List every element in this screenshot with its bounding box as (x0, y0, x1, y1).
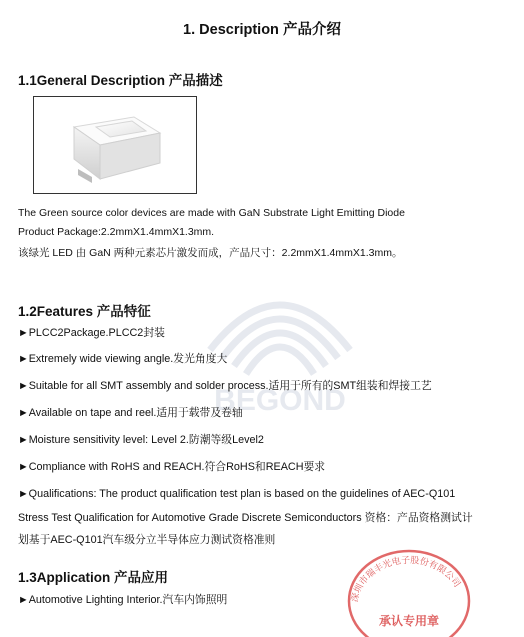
led-package-illustration (34, 97, 196, 193)
features-heading: 1.2Features 产品特征 (18, 304, 151, 319)
feature-item: ►Moisture sensitivity level: Level 2.防潮等级Level2 (18, 434, 264, 446)
qualification-line-2: Stress Test Qualification for Automotive Grade Discrete Semiconductors 资格：产品资格测试计 (18, 512, 473, 524)
description-line-3: 该绿光 LED 由 GaN 两种元素芯片激发而成，产品尺寸：2.2mmX1.4mmX1.3mm。 (18, 247, 403, 259)
feature-item: ►Extremely wide viewing angle.发光角度大 (18, 353, 228, 365)
description-line-1: The Green source color devices are made with GaN Substrate Light Emitting Diode (18, 207, 405, 219)
bullet-icon: ► (18, 434, 29, 446)
qualification-line-3: 划基于AEC-Q101汽车级分立半导体应力测试资格准则 (18, 534, 276, 546)
watermark-logo (190, 250, 370, 420)
feature-item: ►Compliance with RoHS and REACH.符合RoHS和REACH要求 (18, 461, 326, 473)
bullet-icon: ► (18, 327, 29, 339)
description-line-2: Product Package:2.2mmX1.4mmX1.3mm. (18, 226, 215, 238)
qualification-line-1: ►Qualifications: The product qualification test plan is based on the guidelines of AEC-Q101 (18, 488, 456, 500)
approval-seal-stamp (345, 545, 473, 637)
bullet-icon: ► (18, 594, 29, 606)
bullet-icon: ► (18, 380, 29, 392)
led-product-photo (33, 96, 197, 194)
general-description-heading: 1.1General Description 产品描述 (18, 73, 223, 88)
application-heading: 1.3Application 产品应用 (18, 570, 169, 585)
bullet-icon: ► (18, 353, 29, 365)
bullet-icon: ► (18, 407, 29, 419)
bullet-icon: ► (18, 461, 29, 473)
svg-text:深圳市瑞丰光电子股份有限公司: 深圳市瑞丰光电子股份有限公司 (350, 555, 462, 604)
feature-item: ►Available on tape and reel.适用于载带及卷轴 (18, 407, 243, 419)
feature-item: ►PLCC2Package.PLCC2封装 (18, 327, 165, 339)
page-title: 1. Description 产品介绍 (183, 22, 341, 38)
svg-text:承认专用章: 承认专用章 (378, 614, 440, 628)
feature-item: ►Suitable for all SMT assembly and solder process.适用于所有的SMT组装和焊接工艺 (18, 380, 432, 392)
application-item: ►Automotive Lighting Interior.汽车内饰照明 (18, 594, 228, 606)
watermark-text: BEGOND (214, 384, 346, 417)
